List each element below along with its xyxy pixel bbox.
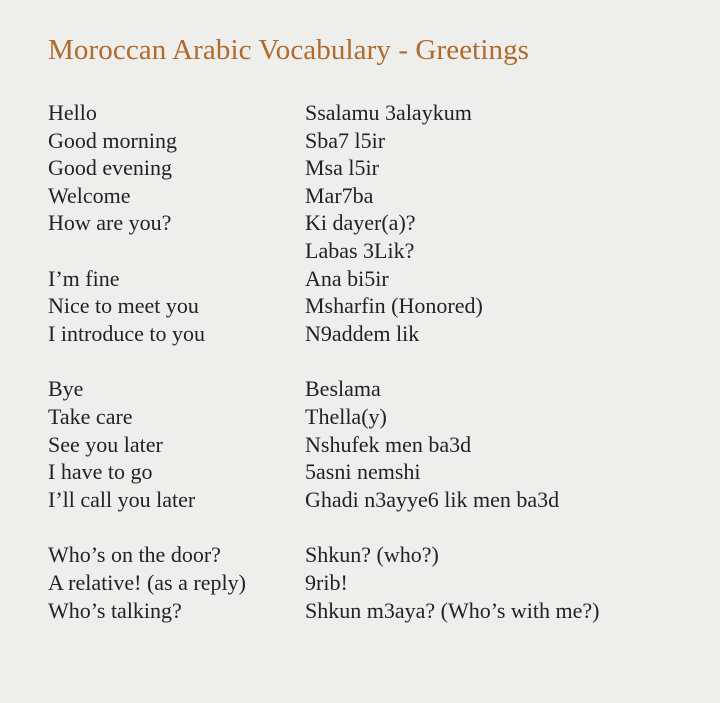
vocab-row	[48, 403, 708, 431]
english-term: Bye	[48, 376, 84, 402]
english-term: A relative! (as a reply)	[48, 569, 246, 595]
vocab-row	[48, 597, 708, 625]
arabic-term: Mar7ba	[305, 182, 374, 208]
arabic-term: Shkun m3aya? (Who’s with me?)	[305, 597, 600, 623]
arabic-term: 5asni nemshi	[305, 459, 421, 485]
arabic-term: 9rib!	[305, 569, 348, 595]
english-term: Who’s on the door?	[48, 542, 221, 568]
arabic-term: Ghadi n3ayye6 lik men ba3d	[305, 486, 560, 512]
vocab-row	[48, 182, 708, 210]
arabic-term: Thella(y)	[305, 403, 387, 429]
english-term: Good evening	[48, 155, 173, 181]
vocab-row	[48, 458, 708, 486]
english-term: How are you?	[48, 210, 172, 236]
english-term: I introduce to you	[48, 320, 206, 346]
arabic-term: Ssalamu 3alaykum	[305, 100, 472, 125]
page-title: Moroccan Arabic Vocabulary - Greetings	[48, 34, 530, 66]
arabic-term: N9addem lik	[305, 320, 420, 346]
arabic-term: Nshufek men ba3d	[305, 431, 472, 457]
vocab-row	[48, 209, 708, 237]
arabic-term: Sba7 l5ir	[305, 127, 386, 153]
arabic-term: Labas 3Lik?	[305, 237, 415, 263]
english-term: Good morning	[48, 127, 177, 153]
vocabulary-list	[48, 99, 708, 624]
vocab-row	[48, 431, 708, 459]
english-term: Who’s talking?	[48, 597, 182, 623]
english-term: Hello	[48, 100, 97, 125]
english-term: See you later	[48, 431, 163, 457]
vocab-row	[48, 569, 708, 597]
vocab-row	[48, 486, 708, 514]
english-term: I’ll call you later	[48, 486, 196, 512]
vocab-row	[48, 99, 708, 127]
vocab-row	[48, 375, 708, 403]
arabic-term: Ana bi5ir	[305, 265, 389, 291]
arabic-term: Ki dayer(a)?	[305, 210, 416, 236]
english-term: I’m fine	[48, 265, 120, 291]
english-term: I have to go	[48, 459, 153, 485]
arabic-term: Msa l5ir	[305, 155, 379, 181]
arabic-term: Msharfin (Honored)	[305, 293, 483, 319]
vocab-row	[48, 320, 708, 348]
english-term: Welcome	[48, 182, 131, 208]
english-term: Take care	[48, 403, 133, 429]
english-term: Nice to meet you	[48, 293, 199, 319]
vocab-row	[48, 292, 708, 320]
arabic-term: Beslama	[305, 376, 381, 402]
vocab-row	[48, 541, 708, 569]
vocab-row	[48, 154, 708, 182]
vocab-row	[48, 127, 708, 155]
vocab-row	[48, 237, 708, 265]
arabic-term: Shkun? (who?)	[305, 542, 439, 568]
vocab-row	[48, 265, 708, 293]
